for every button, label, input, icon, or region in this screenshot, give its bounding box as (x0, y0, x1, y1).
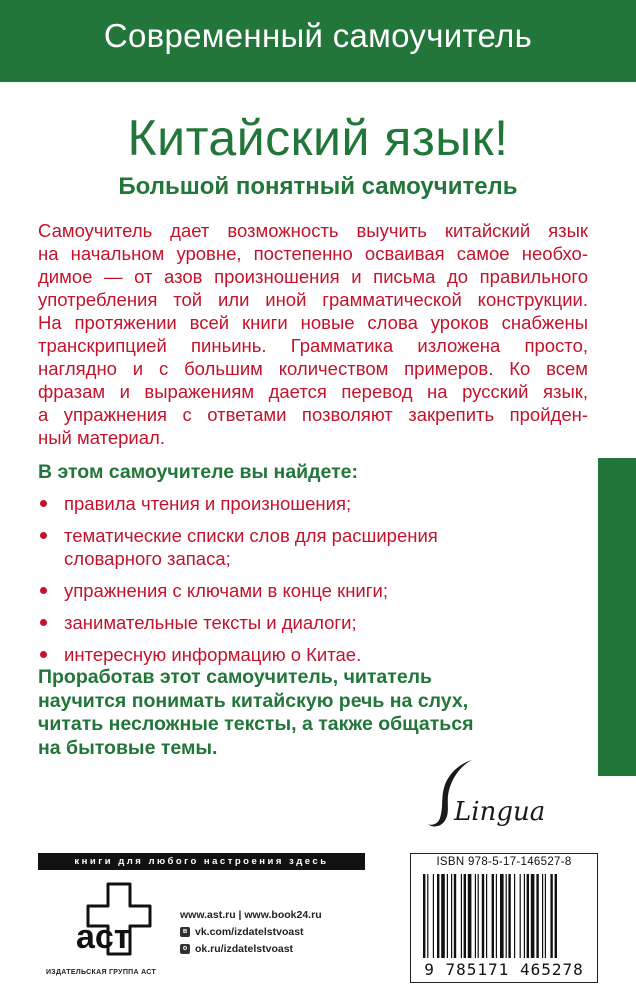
features-heading: В этом самоучителе вы найдете: (38, 461, 359, 483)
summary (38, 666, 598, 760)
summary-line: на бытовые темы. (38, 736, 218, 759)
isbn-barcode (410, 853, 598, 983)
bullet-icon (40, 619, 47, 626)
description-line: фразам и выражениям дается перевод на русский язык, (38, 381, 588, 402)
barcode-digits: 9 785171 465278 (424, 960, 584, 979)
vk-link: в vk.com/izdatelstvoast (180, 923, 322, 940)
description-line: На протяжении всей книги новые слова уроков снабжены (38, 312, 588, 333)
series-title: Современный самоучитель (103, 17, 533, 54)
tagline: книги для любого настроения здесь (38, 853, 365, 870)
description-line: на начальном уровне, постепенно осваивая самое необхо- (38, 243, 588, 264)
description-line: димое — от азов произношения и письма до правильного (38, 266, 588, 287)
ast-emblem-icon (38, 880, 164, 970)
summary-line: читать несложные тексты, а также общаться (38, 713, 474, 735)
publisher-contacts (180, 906, 322, 957)
lingua-logo (420, 756, 560, 834)
lingua-wordmark: Lingua (454, 797, 546, 827)
ok-link: о ok.ru/izdatelstvoast (180, 940, 322, 957)
bullet-icon (40, 651, 47, 658)
list-item: правила чтения и произношения; (38, 492, 598, 515)
publisher-caption: ИЗДАТЕЛЬСКАЯ ГРУППА АСТ (45, 969, 157, 976)
bullet-icon (40, 532, 47, 539)
side-accent-bar (598, 458, 636, 776)
book-subtitle: Большой понятный самоучитель (118, 173, 518, 200)
ast-logo (38, 880, 158, 980)
websites: www.ast.ru | www.book24.ru (180, 908, 322, 921)
bullet-icon (40, 587, 47, 594)
list-item: интересную информацию о Китае. (38, 643, 598, 666)
book-title: Китайский язык! (127, 110, 509, 166)
list-item: занимательные тексты и диалоги; (38, 611, 598, 634)
summary-line: Проработав этот самоучитель, читатель (38, 666, 433, 688)
series-banner (0, 0, 636, 82)
description-line: транскрипцией пиньинь. Грамматика изложена просто, (38, 335, 588, 356)
bullet-icon (40, 500, 47, 507)
quill-icon (420, 756, 560, 834)
features-list (38, 492, 598, 675)
ok-icon: о (180, 944, 190, 954)
description-line: наглядно и с большим количеством примеров. Ко всем (38, 358, 588, 379)
description-line: а упражнения с ответами позволяют закрепить пройден- (38, 404, 588, 425)
description-line: ный материал. (38, 427, 165, 448)
list-item: упражнения с ключами в конце книги; (38, 579, 598, 602)
isbn-label: ISBN 978-5-17-146527-8 (436, 856, 572, 868)
description-line: Самоучитель дает возможность выучить китайский язык (38, 220, 588, 241)
vk-icon: в (180, 927, 190, 937)
list-item: тематические списки слов для расширения словарного запаса; (38, 524, 598, 570)
ast-logo-text: аст (76, 918, 131, 956)
description-line: употребления той или иной грамматической конструкции. (38, 289, 588, 310)
summary-line: научится понимать китайскую речь на слух, (38, 689, 469, 712)
barcode-icon (421, 874, 589, 960)
description (38, 219, 588, 449)
